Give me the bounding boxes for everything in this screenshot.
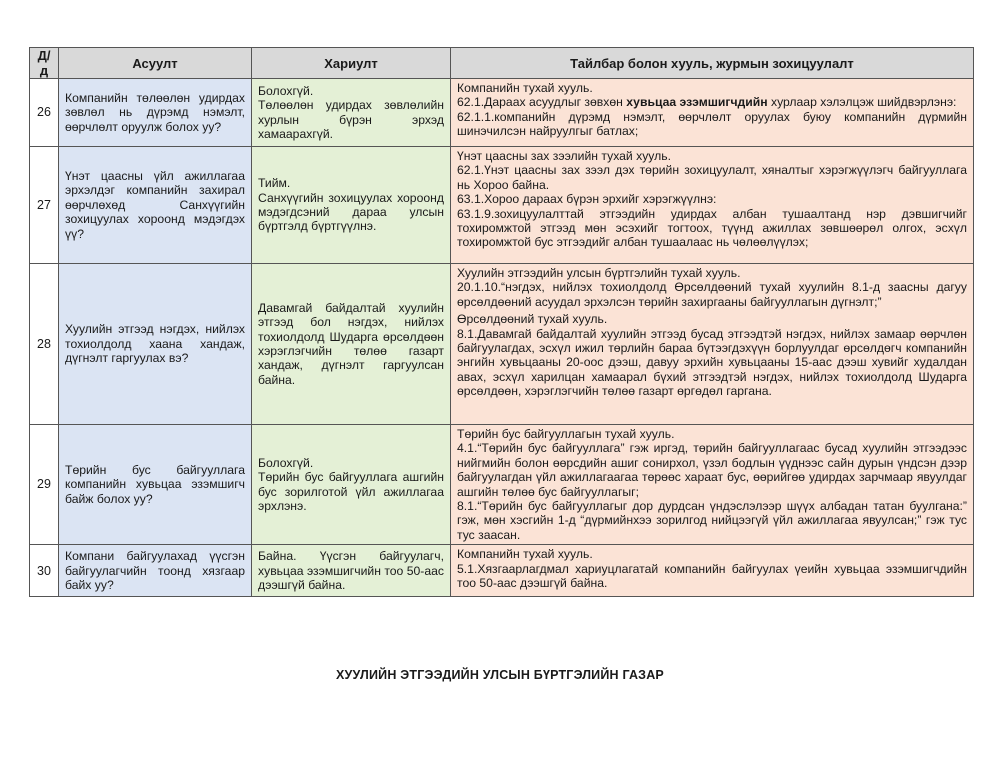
explanation-line: Хуулийн этгээдийн улсын бүртгэлийн тухай хууль. [457,266,741,280]
table-row [30,79,974,147]
explanation-line: 4.1.“Төрийн бус байгууллага” гэж иргэд, төрийн байгууллагаас бусад хуулийн этгээдээс нийгмийн болон өөрсдийн ашиг сонирхол, үзэл бодлын үүднээс сайн дурын үндсэн дээр байгуулагдан үйл ажиллагаагаа төрөөс хараат бус, өөрийгөө удирдах зарчмаар явуулдаг ашгийн төлөө бус байгууллагыг; [457,441,967,499]
answer-line: Давамгай байдалтай хуулийн этгээд бол нэгдэх, нийлэх тохиолдолд Шударга өрсөлдөөн хэрэглэгчийн төлөө газарт хандаж, дүгнэлт гаргуулсан байна. [258,300,444,387]
explanation-cell [451,79,974,147]
answer-line: Төрийн бус байгууллага ашгийн бус зорилготой үйл ажиллагаа эрхлэнэ. [258,470,444,514]
explanation-line: 8.1.“Төрийн бус байгууллагыг дор дурдсан үндэслэлээр шүүх албадан татан буулгана:” гэж, мөн хэсгийн 1-д “дүрмийнхээ зорилгод нийцээгүй үйл ажиллагаа явуулсан;” гэж тус тус заасан. [457,499,967,542]
row-number: 28 [30,264,59,425]
answer-cell [252,79,451,147]
faq-table [29,47,974,597]
footer-organization: ХУУЛИЙН ЭТГЭЭДИЙН УЛСЫН БҮРТГЭЛИЙН ГАЗАР [336,668,664,682]
table-header-row [30,48,974,79]
explanation-line: Үнэт цаасны зах зээлийн тухай хууль. [457,149,671,163]
explanation-line: 63.1.Хороо дараах бүрэн эрхийг хэрэгжүүлнэ: [457,192,717,207]
explanation-text: 62.1.Дараах асуудлыг зөвхөн [457,95,627,110]
row-number: 30 [30,545,59,597]
explanation-line: 62.1.Үнэт цаасны зах зээл дэх төрийн зохицуулалт, хяналтыг хэрэгжүүлэгч байгууллага нь Хороо байна. [457,163,967,192]
answer-line: Санхүүгийн зохицуулах хороонд мэдэгдсэний дараа улсын бүртгэлд бүртгүүлнэ. [258,190,444,234]
explanation-line: 5.1.Хязгаарлагдмал хариуцлагатай компанийн байгуулах үеийн хувьцаа эзэмшигчдийн тоо 50-аас дээшгүй байна. [457,561,967,591]
answer-cell [252,147,451,264]
answer-line: Төлөөлөн удирдах зөвлөлийн хурлын бүрэн эрхэд хамаарахгүй. [258,98,444,141]
row-number: 29 [30,425,59,545]
explanation-cell [451,545,974,597]
explanation-emphasis: хувьцаа эзэмшигчдийн [626,95,768,110]
table-row [30,545,974,597]
answer-line: Болохгүй. [258,455,314,470]
header-answer: Хариулт [252,48,451,79]
explanation-cell [451,264,974,425]
question-cell: Хуулийн этгээд нэгдэх, нийлэх тохиолдолд хаана хандаж, дүгнэлт гаргуулах вэ? [59,264,252,425]
answer-line: Байна. Үүсгэн байгуулагч, хувьцаа эзэмшигчийн тоо 50-аас дээшгүй байна. [258,549,444,593]
explanation-line: 8.1.Давамгай байдалтай хуулийн этгээд бусад этгээдтэй нэгдэх, нийлэх замаар өөрчлөн байгуулагдах, эсхүл ижил төрлийн бараа бүтээгдэхүүн борлуулдаг өрсөлдөгч компанийн энгийн хувьцааны 20-оос дээш, давуу эрхийн хувьцааны 15-аас дээш хувийг худалдан авах, эсхүл харилцан хамаарал бүхий этгээдтэй нэгдэх, нийлэх тохиолдолд Шударга өрсөлдөөн, хэрэглэгчийн төлөө газарт өргөдөл гаргана. [457,326,967,399]
row-number: 26 [30,79,59,147]
header-number: Д/д [30,48,59,79]
explanation-line: 20.1.10.“нэгдэх, нийлэх тохиолдолд Өрсөлдөөний тухай хуулийн 8.1-д заасны дагуу өрсөлдөөний асуудал эрхэлсэн төрийн захиргааны байгууллагын дүгнэлт;” [457,280,967,309]
header-question: Асуулт [59,48,252,79]
explanation-line: Төрийн бус байгууллагын тухай хууль. [457,427,675,441]
answer-cell [252,545,451,597]
explanation-line: Компанийн тухай хууль. [457,81,593,95]
answer-line: Тийм. [258,176,291,191]
explanation-cell [451,147,974,264]
answer-cell [252,425,451,545]
explanation-cell [451,425,974,545]
table-body [30,79,974,597]
question-cell: Компанийн төлөөлөн удирдах зөвлөл нь дүрэмд нэмэлт, өөрчлөлт оруулж болох уу? [59,79,252,147]
answer-cell [252,264,451,425]
explanation-line [457,95,967,109]
question-cell: Компани байгуулахад үүсгэн байгуулагчийн тоонд хязгаар байх уу? [59,545,252,597]
explanation-text: хурлаар хэлэлцэж шийдвэрлэнэ: [767,95,957,110]
explanation-line: 62.1.1.компанийн дүрэмд нэмэлт, өөрчлөлт оруулах буюу компанийн дүрмийн шинэчилсэн найруулгыг батлах; [457,109,967,139]
explanation-line: Компанийн тухай хууль. [457,547,593,562]
answer-line: Болохгүй. [258,83,314,98]
question-cell: Үнэт цаасны үйл ажиллагаа эрхэлдэг компанийн захирал өөрчлөхөд Санхүүгийн зохицуулах хороонд мэдэгдэх үү? [59,147,252,264]
explanation-line: 63.1.9.зохицуулалттай этгээдийн удирдах албан тушаалтанд нэр дэвшигчийг тохиромжтой этгээд мөн эсэхийг тогтоох, түүнд ажиллах зөвшөөрөл олгох, эсхүл тохиромжтой бус этгээдийг албан тушаалаас нь чөлөөлүүлэх; [457,206,967,250]
question-cell: Төрийн бус байгууллага компанийн хувьцаа эзэмшигч байж болох уу? [59,425,252,545]
table-row [30,425,974,545]
row-number: 27 [30,147,59,264]
table-row [30,264,974,425]
explanation-line: Өрсөлдөөний тухай хууль. [457,312,608,327]
header-explanation: Тайлбар болон хууль, журмын зохицуулалт [451,48,974,79]
table-row [30,147,974,264]
